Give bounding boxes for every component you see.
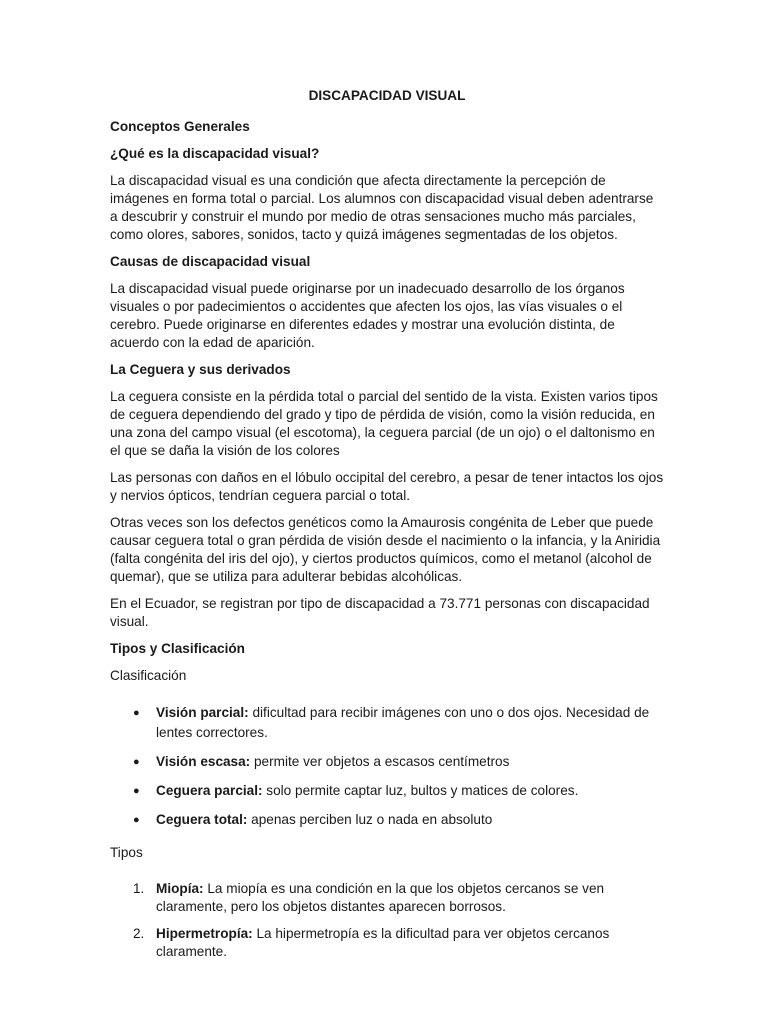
list-item-term: Hipermetropía: (156, 926, 253, 941)
list-item-desc: permite ver objetos a escasos centímetros (250, 754, 510, 769)
paragraph-blindness-3: Otras veces son los defectos genéticos como la Amaurosis congénita de Leber que puede causar ceguera total o gran pérdida de visión desde el nacimiento o la infancia, y la Aniridia (falta congénita del iris del ojo), y ciertos productos químicos, como el metanol (alcohol de quemar), que se utiliza para adulterar bebidas alcohólicas. (110, 515, 661, 584)
section-heading-types: Tipos y Clasificación (110, 641, 245, 656)
list-item-number: 1. (133, 881, 145, 896)
classification-list (110, 703, 664, 830)
paragraph-what: La discapacidad visual es una condición que afecta directamente la percepción de imágenes en forma total o parcial. Los alumnos con discapacidad visual deben adentrarse a descubrir y construir el mundo por medio de otras sensaciones mucho más parciales, como olores, sabores, sonidos, tacto y quizá imágenes segmentadas de los objetos. (110, 173, 654, 242)
list-item-desc: dificultad para recibir imágenes con uno o dos ojos. Necesidad de lentes correctores. (156, 705, 650, 740)
list-item (133, 703, 664, 743)
list-item-desc: apenas perciben luz o nada en absoluto (247, 812, 493, 827)
list-item-number: 2. (133, 926, 145, 941)
document-title: DISCAPACIDAD VISUAL (308, 88, 466, 103)
list-item-term: Ceguera total: (156, 812, 248, 827)
bullet-icon: ● (133, 785, 140, 797)
paragraph-ecuador: En el Ecuador, se registran por tipo de discapacidad a 73.771 personas con discapacidad visual. (110, 596, 650, 629)
question-heading-what: ¿Qué es la discapacidad visual? (110, 146, 320, 161)
section-heading-blindness: La Ceguera y sus derivados (110, 362, 291, 377)
types-label: Tipos (110, 845, 143, 860)
section-heading-general: Conceptos Generales (110, 119, 250, 134)
list-item-desc: La hipermetropía es la dificultad para ver objetos cercanos claramente. (156, 926, 610, 959)
list-item-desc: La miopía es una condición en la que los objetos cercanos se ven claramente, pero los objetos distantes aparecen borrosos. (156, 881, 605, 914)
list-item (133, 925, 664, 961)
list-item (133, 810, 664, 830)
list-item (133, 781, 664, 801)
paragraph-blindness-1: La ceguera consiste en la pérdida total o parcial del sentido de la vista. Existen varios tipos de ceguera dependiendo del grado y tipo de pérdida de visión, como la visión reducida, en una zona del campo visual (el escotoma), la ceguera parcial (de un ojo) o el daltonismo en el que se daña la visión de los colores (110, 389, 658, 458)
list-item-term: Visión escasa: (156, 754, 251, 769)
bullet-icon: ● (133, 814, 140, 826)
section-heading-causes: Causas de discapacidad visual (110, 254, 311, 269)
paragraph-blindness-2: Las personas con daños en el lóbulo occipital del cerebro, a pesar de tener intactos los ojos y nervios ópticos, tendrían ceguera parcial o total. (110, 470, 664, 503)
list-item (133, 752, 664, 772)
types-list (110, 880, 664, 961)
bullet-icon: ● (133, 707, 140, 719)
classification-label: Clasificación (110, 668, 187, 683)
list-item-term: Ceguera parcial: (156, 783, 263, 798)
list-item (133, 880, 664, 916)
list-item-term: Visión parcial: (156, 705, 249, 720)
paragraph-causes: La discapacidad visual puede originarse por un inadecuado desarrollo de los órganos visuales o por padecimientos o accidentes que afecten los ojos, las vías visuales o el cerebro. Puede originarse en diferentes edades y mostrar una evolución distinta, de acuerdo con la edad de aparición. (110, 281, 625, 350)
list-item-desc: solo permite captar luz, bultos y matices de colores. (262, 783, 579, 798)
bullet-icon: ● (133, 756, 140, 768)
list-item-term: Miopía: (156, 881, 204, 896)
